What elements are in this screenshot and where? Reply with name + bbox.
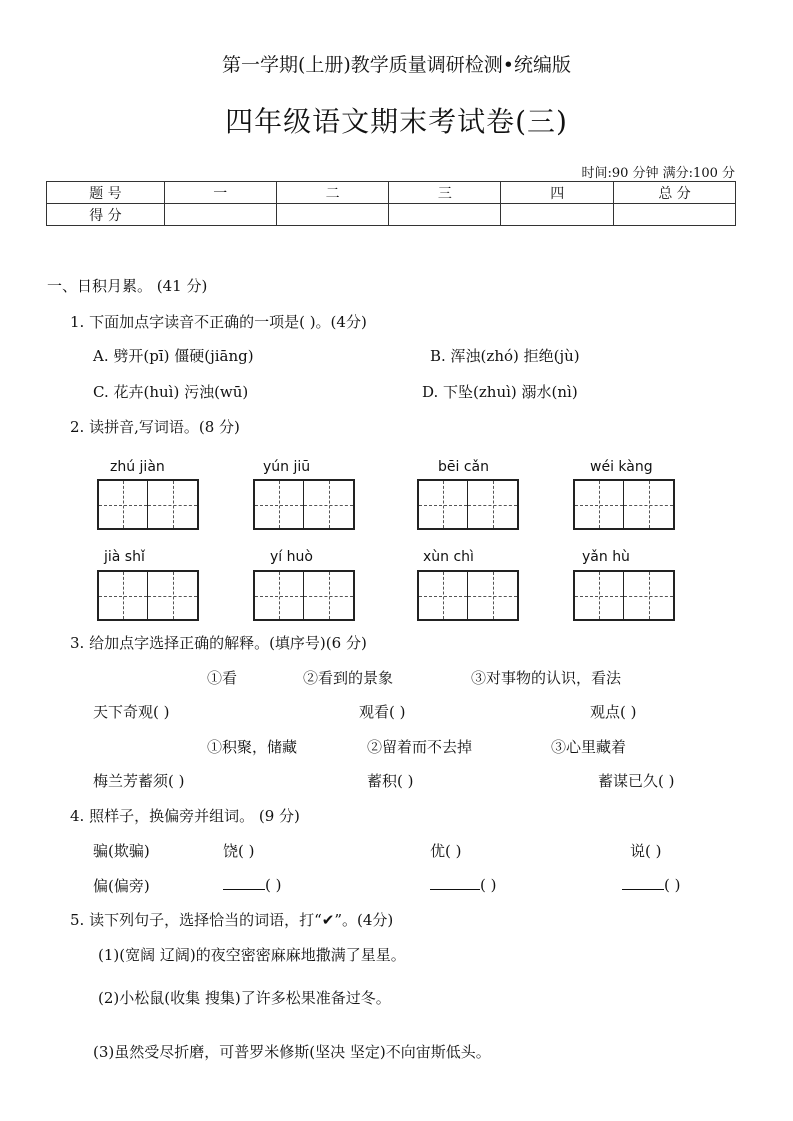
- q4-blank-2-1[interactable]: ( ): [223, 875, 281, 894]
- pinyin-2: yún jiū: [263, 459, 311, 475]
- q3-item-2-2[interactable]: 蓄积( ): [367, 772, 414, 790]
- q4-example-2: 偏(偏旁): [93, 877, 150, 895]
- q4-stem: 4. 照样子，换偏旁并组词。 (9 分): [70, 807, 300, 825]
- time-score-info: 时间:90 分钟 满分:100 分: [581, 166, 735, 181]
- writing-box-8[interactable]: [573, 570, 675, 621]
- q2-stem: 2. 读拼音,写词语。(8 分): [70, 418, 240, 436]
- q4-item-1-3[interactable]: 说( ): [630, 842, 662, 860]
- q1-stem: 1. 下面加点字读音不正确的一项是( )。(4分): [70, 313, 367, 331]
- pinyin-4: wéi kàng: [590, 459, 653, 475]
- writing-box-6[interactable]: [253, 570, 355, 621]
- score-table-score-row: [47, 204, 736, 226]
- q5-sentence-1[interactable]: (1)(宽阔 辽阔)的夜空密密麻麻地撒满了星星。: [98, 946, 406, 964]
- q5-sentence-3[interactable]: (3)虽然受尽折磨，可普罗米修斯(坚决 坚定)不向宙斯低头。: [93, 1043, 491, 1061]
- pinyin-5: jià shǐ: [104, 549, 145, 565]
- exam-title: 四年级语文期末考试卷(三): [225, 105, 568, 138]
- q3-item-1-3[interactable]: 观点( ): [590, 703, 637, 721]
- q3-item-2-1[interactable]: 梅兰芳蓄须( ): [93, 772, 185, 790]
- q3-stem: 3. 给加点字选择正确的解释。(填序号)(6 分): [70, 634, 367, 652]
- score-cell-1[interactable]: [164, 204, 276, 226]
- q1-option-d[interactable]: D. 下坠(zhuì) 溺水(nì): [422, 383, 578, 401]
- score-cell-4[interactable]: [501, 204, 614, 226]
- writing-box-4[interactable]: [573, 479, 675, 530]
- score-cell-2[interactable]: [276, 204, 389, 226]
- q3-meaning-1-2: ②看到的景象: [303, 669, 394, 687]
- writing-box-1[interactable]: [97, 479, 199, 530]
- score-table: [46, 181, 736, 226]
- score-row-label: 得 分: [47, 204, 165, 226]
- q1-option-b[interactable]: B. 浑浊(zhó) 拒绝(jù): [430, 347, 580, 365]
- q4-blank-2-2[interactable]: ( ): [430, 875, 496, 894]
- pinyin-1: zhú jiàn: [110, 459, 165, 475]
- exam-subtitle: 第一学期(上册)教学质量调研检测•统编版: [221, 54, 572, 76]
- header-cell-4: 四: [501, 182, 614, 204]
- q3-meaning-1-1: ①看: [207, 669, 238, 687]
- header-cell-2: 二: [276, 182, 389, 204]
- q5-stem: 5. 读下列句子，选择恰当的词语，打“✔”。(4分): [70, 911, 394, 929]
- q3-item-1-2[interactable]: 观看( ): [359, 703, 406, 721]
- score-cell-total[interactable]: [614, 204, 736, 226]
- section-1-heading: 一、日积月累。 (41 分): [47, 277, 208, 295]
- pinyin-7: xùn chì: [423, 549, 474, 565]
- q3-item-1-1[interactable]: 天下奇观( ): [93, 703, 170, 721]
- q1-option-c[interactable]: C. 花卉(huì) 污浊(wū): [93, 383, 249, 401]
- pinyin-8: yǎn hù: [582, 549, 630, 565]
- q3-item-2-3[interactable]: 蓄谋已久( ): [598, 772, 675, 790]
- header-cell-3: 三: [389, 182, 501, 204]
- header-cell-total: 总 分: [614, 182, 736, 204]
- q4-item-1-2[interactable]: 优( ): [430, 842, 462, 860]
- q4-item-1-1[interactable]: 饶( ): [223, 842, 255, 860]
- q5-sentence-2[interactable]: (2)小松鼠(收集 搜集)了许多松果准备过冬。: [98, 989, 391, 1007]
- q3-meaning-2-3: ③心里藏着: [551, 738, 627, 756]
- score-table-header-row: [47, 182, 736, 204]
- q3-meaning-2-2: ②留着而不去掉: [367, 738, 473, 756]
- q1-option-a[interactable]: A. 劈开(pī) 僵硬(jiāng): [93, 347, 254, 365]
- score-cell-3[interactable]: [389, 204, 501, 226]
- q4-blank-2-3[interactable]: ( ): [622, 875, 680, 894]
- q3-meaning-1-3: ③对事物的认识，看法: [471, 669, 622, 687]
- writing-box-5[interactable]: [97, 570, 199, 621]
- q3-meaning-2-1: ①积聚，储藏: [207, 738, 298, 756]
- pinyin-6: yí huò: [270, 549, 313, 565]
- q4-example-1: 骗(欺骗): [93, 842, 150, 860]
- pinyin-3: bēi cǎn: [438, 459, 489, 475]
- header-cell-1: 一: [164, 182, 276, 204]
- writing-box-2[interactable]: [253, 479, 355, 530]
- writing-box-7[interactable]: [417, 570, 519, 621]
- writing-box-3[interactable]: [417, 479, 519, 530]
- header-cell-question-no: 题 号: [47, 182, 165, 204]
